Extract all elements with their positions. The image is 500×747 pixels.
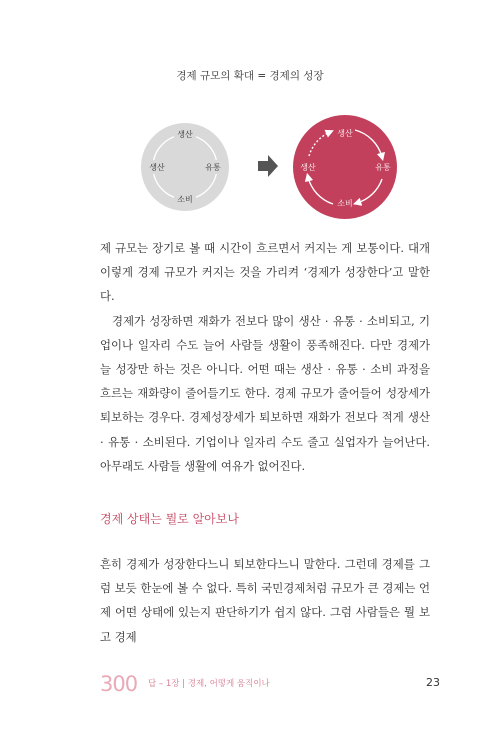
- right-cycle-circle: [293, 115, 397, 219]
- body-section-2: [100, 552, 430, 649]
- figure-caption: 경제 규모의 확대 = 경제의 성장: [176, 70, 324, 82]
- paragraph-3: 흔히 경제가 성장한다느니 퇴보한다느니 말한다. 그런데 경제를 그럼 보듯 한눈에 볼 수 없다. 특히 국민경제처럼 규모가 큰 경제는 언제 어떤 상태에 있는지 판단하기가 쉽지 않다. 그럼 사람들은 뭘 보고 경제: [100, 557, 430, 644]
- left-label-left: 생산: [149, 163, 165, 172]
- right-label-right: 유통: [375, 163, 391, 172]
- running-title: 답 – 1장 | 경제, 어떻게 움직이나: [148, 679, 270, 689]
- series-number: 300: [100, 672, 138, 696]
- economy-growth-diagram: [0, 112, 500, 222]
- paragraph-2: 경제가 성장하면 재화가 전보다 많이 생산 · 유통 · 소비되고, 기업이나 일자리 수도 늘어 사람들 생활이 풍족해진다. 다만 경제가 늘 성장만 하는 것은 아니다. 어떤 때는 생산 · 유통 · 소비 과정을 흐르는 재화량이 줄어들기도 한다. 경제 규모가 줄어들어 성장세가 퇴보하는 경우다. 경제성장세가 퇴보하면 재화가 전보다 적게 생산 · 유통 · 소비된다. 기업이나 일자리 수도 줄고 실업자가 늘어난다. 아무래도 사람들 생활에 여유가 없어진다.: [100, 313, 430, 473]
- right-label-left: 생산: [300, 163, 316, 172]
- page-number: 23: [426, 676, 440, 689]
- left-label-right: 유통: [205, 163, 221, 172]
- left-label-top: 생산: [177, 130, 193, 139]
- left-cycle-circle: [141, 123, 229, 211]
- paragraph-1: 제 규모는 장기로 볼 때 시간이 흐르면서 커지는 게 보통이다. 대개 이렇게 경제 규모가 커지는 것을 가리켜 ‘경제가 성장한다’고 말한다.: [100, 241, 430, 304]
- right-label-bottom: 소비: [337, 199, 353, 208]
- right-label-top: 생산: [337, 129, 353, 138]
- growth-arrow-icon: [258, 155, 278, 177]
- page-footer: [100, 670, 440, 696]
- left-label-bottom: 소비: [177, 195, 193, 204]
- body-section-1: [100, 236, 430, 478]
- section-heading: 경제 상태는 뭘로 알아보나: [100, 512, 239, 526]
